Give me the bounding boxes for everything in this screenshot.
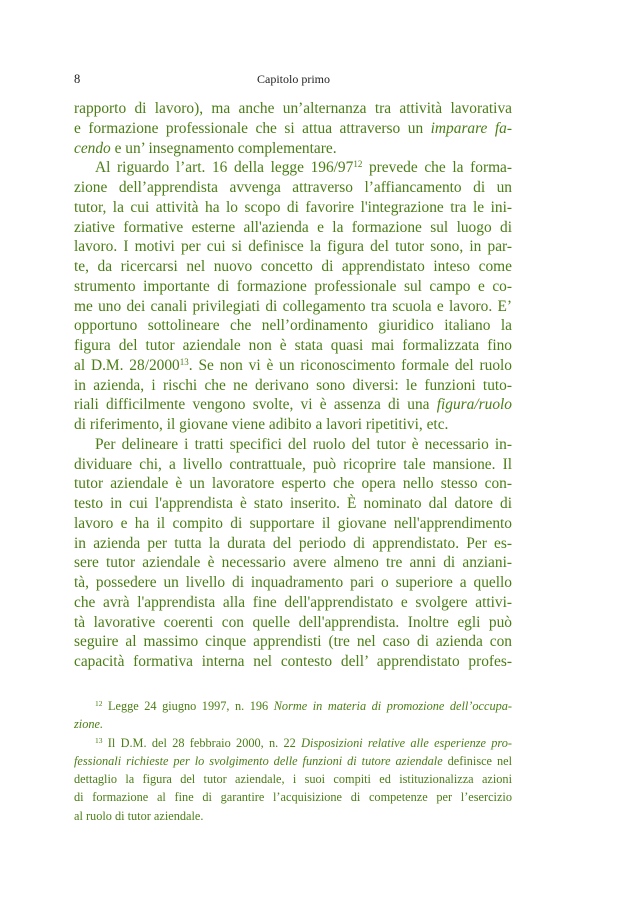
text-line <box>74 435 512 455</box>
text-run: sere tutor aziendale è necessario avere almeno tre anni di anziani- <box>74 554 512 572</box>
text-line <box>74 632 512 652</box>
page-header <box>74 72 514 88</box>
text-line <box>74 316 512 336</box>
text-line <box>74 178 512 198</box>
text-run: al D.M. 28/2000 <box>74 356 180 374</box>
text-run: tà lavorative coerenti con quelle dell'apprendista. Inoltre egli può <box>74 613 512 631</box>
text-run: tutor, la cui attività ha lo scopo di favorire l'integrazione tra le ini- <box>74 198 512 216</box>
text-run: al ruolo di tutor aziendale. <box>74 808 204 823</box>
footnote-line <box>74 807 512 825</box>
paragraph <box>74 158 512 435</box>
text-run: e formazione professionale che si attua attraverso un <box>74 119 431 137</box>
text-run: che avrà l'apprendista alla fine dell'apprendistato e svolgere attivi- <box>74 593 512 611</box>
text-line <box>74 237 512 257</box>
text-run: Disposizioni relative alle esperienze pro- <box>301 735 512 750</box>
text-line <box>74 336 512 356</box>
text-line <box>74 652 512 672</box>
text-run: tà, possedere un livello di inquadramento pari o superiore a quello <box>74 574 512 591</box>
text-run: figura/ruolo <box>436 396 512 414</box>
text-line <box>74 277 512 297</box>
paragraph <box>74 435 512 672</box>
running-title: Capitolo primo <box>257 72 330 86</box>
text-run: rapporto di lavoro), ma anche un’alternanza tra attività lavorativa <box>74 100 512 117</box>
text-run: Al riguardo l’art. 16 della legge 196/97 <box>95 159 354 177</box>
footnote-line <box>74 752 512 770</box>
text-run: me uno dei canali privilegiati di collegamento tra scuola e lavoro. E’ <box>74 297 512 315</box>
text-line <box>74 534 512 554</box>
text-run: in azienda per tutta la durata del periodo di apprendistato. Per es- <box>74 534 512 552</box>
text-line <box>74 297 512 317</box>
text-run: e un’ insegnamento complementare. <box>110 139 337 157</box>
text-line <box>74 593 512 613</box>
footnote-ref: 13 <box>95 735 103 745</box>
text-line <box>74 198 512 218</box>
footnote <box>74 697 512 734</box>
text-line <box>74 455 512 475</box>
text-run: testo in cui l'apprendista è stato inserito. È nominato dal datore di <box>74 495 512 512</box>
footnote-ref: 12 <box>95 699 103 708</box>
text-run: cendo <box>74 139 111 157</box>
text-run: Il D.M. del 28 febbraio 2000, n. 22 <box>102 735 302 750</box>
text-line <box>74 139 512 159</box>
paragraph <box>74 99 512 158</box>
text-line <box>74 99 512 119</box>
footnote-line <box>74 697 512 715</box>
text-run: Norme in materia di promozione dell’occupa- <box>273 699 512 713</box>
text-line <box>74 514 512 534</box>
text-line <box>74 474 512 494</box>
text-line <box>74 257 512 277</box>
text-line <box>74 573 512 593</box>
text-run: dividuare chi, a livello contrattuale, può ricoprire tale mansione. Il <box>74 455 512 473</box>
text-run: capacità formativa interna nel contesto dell’ apprendistato profes- <box>74 653 512 670</box>
text-run: fessionali richieste per lo svolgimento delle funzioni di tutore aziendale <box>74 753 443 768</box>
text-run: lavoro e ha il compito di supportare il giovane nell'apprendimento <box>74 514 512 532</box>
footnote-line <box>74 715 512 733</box>
text-run: ziative formative esterne all'azienda e la formazione sul luogo di <box>74 218 512 236</box>
text-run: riali difficilmente vengono svolte, vi è assenza di una <box>74 396 437 414</box>
text-run: prevede che la forma- <box>362 159 512 177</box>
text-line <box>74 613 512 633</box>
text-line <box>74 218 512 238</box>
body-text <box>74 99 512 672</box>
text-run: dettaglio la figura del tutor aziendale, i suoi compiti ed istituzionalizza azioni <box>74 772 512 787</box>
text-line <box>74 395 512 415</box>
text-line <box>74 494 512 514</box>
text-run: tutor aziendale è un lavoratore esperto che opera nello stesso con- <box>74 475 512 493</box>
text-run: definisce nel <box>442 753 513 768</box>
text-run: . Se non vi è un riconoscimento formale del ruolo <box>188 356 512 374</box>
text-line <box>74 119 512 139</box>
text-run: imparare fa- <box>430 119 512 137</box>
text-line <box>74 356 512 376</box>
text-run: seguire al massimo cinque apprendisti (tre nel caso di azienda con <box>74 633 512 651</box>
footnotes <box>74 697 512 825</box>
text-run: lavoro. I motivi per cui si definisce la figura del tutor sono, in par- <box>74 238 512 256</box>
footnote-line <box>74 770 512 788</box>
footnote-line <box>74 734 512 752</box>
footnote-line <box>74 788 512 806</box>
text-run: Legge 24 giugno 1997, n. 196 <box>102 699 274 713</box>
text-line <box>74 553 512 573</box>
text-run: zione dell’apprendista avvenga attraverso l’affiancamento di un <box>74 179 512 196</box>
text-run: di riferimento, il giovane viene adibito a lavori ripetitivi, etc. <box>74 416 449 433</box>
page-number: 8 <box>74 72 81 86</box>
text-run: Per delineare i tratti specifici del ruolo del tutor è necessario in- <box>95 435 512 453</box>
text-run: opportuno sottolineare che nell’ordinamento giuridico italiano la <box>74 317 512 335</box>
text-run: te, da ricercarsi nel nuovo concetto di apprendistato inteso come <box>74 258 512 275</box>
footnote-ref: 13 <box>179 356 189 367</box>
text-run: strumento importante di formazione professionale sul campo e co- <box>74 277 512 295</box>
text-run: figura del tutor aziendale non è stata quasi mai formalizzata fino <box>74 337 512 354</box>
text-run: zione. <box>74 717 104 732</box>
text-line <box>74 376 512 396</box>
text-line <box>74 158 512 178</box>
text-run: di formazione al fine di garantire l’acquisizione di competenze per l’esercizio <box>74 790 512 805</box>
footnote-ref: 12 <box>353 159 363 170</box>
text-run: in azienda, i rischi che ne derivano sono diversi: le funzioni tuto- <box>74 376 512 394</box>
footnote <box>74 734 512 825</box>
text-line <box>74 415 512 435</box>
